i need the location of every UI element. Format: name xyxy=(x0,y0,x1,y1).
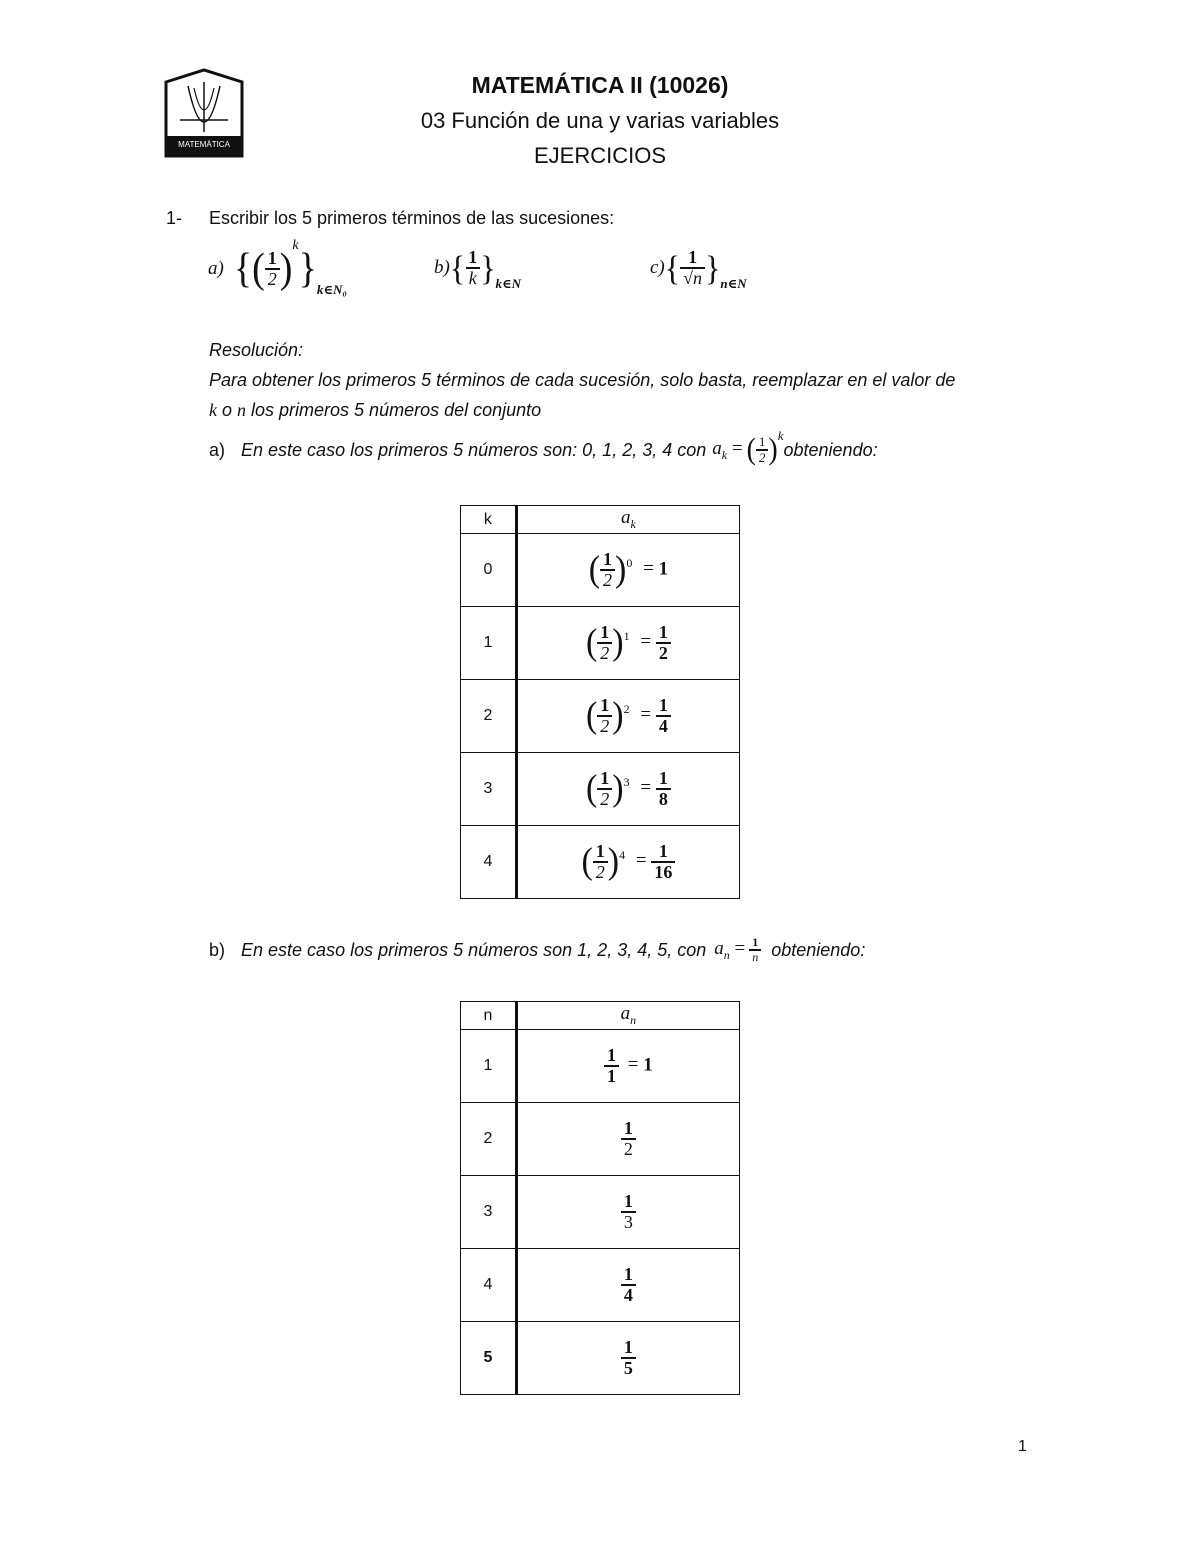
table-b-header xyxy=(461,1002,740,1030)
table-row xyxy=(461,826,740,899)
sequence-a-subscript: k∈N₀ xyxy=(316,282,347,297)
table-b-row-4-n: 5 xyxy=(461,1322,517,1395)
table-row xyxy=(461,1103,740,1176)
exercise-statement: Escribir los 5 primeros términos de las sucesiones: xyxy=(209,208,615,228)
part-b-label: b) xyxy=(209,939,226,960)
table-row xyxy=(461,1322,740,1395)
part-a-text: En este caso los primeros 5 números son: 0, 1, 2, 3, 4 con xyxy=(241,439,707,460)
table-a-row-0-k: 0 xyxy=(461,534,517,607)
sequence-b-label: b) xyxy=(434,257,450,278)
table-a-header-k: k xyxy=(461,506,517,534)
table-a-row-0-value: ( $\frac{1}{2}$ )$^0$ = 1 xyxy=(516,534,739,607)
resolution-line-1: Para obtener los primeros 5 términos de cada sucesión, solo basta, reemplazar en el valor de xyxy=(209,370,956,390)
sequence-a-label: a) xyxy=(208,258,224,279)
sequence-c-label: c) xyxy=(650,257,665,278)
page-subtitle: 03 Función de una y varias variables xyxy=(420,108,780,133)
table-row xyxy=(461,680,740,753)
table-a-row-1-k: 1 xyxy=(461,607,517,680)
table-row xyxy=(461,534,740,607)
table-b-row-3-n: 4 xyxy=(461,1249,517,1322)
part-a-text-end: obteniendo: xyxy=(783,439,878,460)
table-row xyxy=(461,1030,740,1103)
table-a xyxy=(460,505,740,899)
table-a-row-4-k: 4 xyxy=(461,826,517,899)
table-b-header-an: $a_n$ xyxy=(516,1002,739,1030)
table-b-row-2-n: 3 xyxy=(461,1176,517,1249)
table-b-row-1-value: $\frac{1}{2}$ xyxy=(516,1103,739,1176)
table-a-header-ak: $a_k$ xyxy=(516,506,739,534)
sequence-c: c) { $\frac{1}{√n}$ } n∈N xyxy=(650,247,747,291)
table-row xyxy=(461,607,740,680)
page-number: 1 xyxy=(1018,1438,1027,1455)
table-b-row-3-value: $\frac{1}{4}$ xyxy=(516,1249,739,1322)
table-a-row-3-value: ( $\frac{1}{2}$ )$^3$ = $\frac{1}{8}$ xyxy=(516,753,739,826)
table-a-row-4-value: ( $\frac{1}{2}$ )$^4$ = $\frac{1}{16}$ xyxy=(516,826,739,899)
sequence-b: b) { $\frac{1}{k}$ } k∈N xyxy=(434,247,522,291)
section-title: EJERCICIOS xyxy=(533,143,667,168)
table-row xyxy=(461,1249,740,1322)
table-b-row-2-value: $\frac{1}{3}$ xyxy=(516,1176,739,1249)
table-a-row-2-k: 2 xyxy=(461,680,517,753)
page-title: MATEMÁTICA II (10026) xyxy=(471,72,729,98)
table-b-row-0-n: 1 xyxy=(461,1030,517,1103)
table-b-row-1-n: 2 xyxy=(461,1103,517,1176)
part-a-line: a) En este caso los primeros 5 números son: 0, 1, 2, 3, 4 con $a_k$ = ( $\frac{1}{2}$ ) k obteniendo: xyxy=(209,428,878,467)
sequence-b-subscript: k∈N xyxy=(495,276,522,291)
table-a-header xyxy=(461,506,740,534)
table-b xyxy=(460,1001,740,1395)
part-b-text-end: obteniendo: xyxy=(771,939,866,960)
table-b-row-0-value: $\frac{1}{1}$ = 1 xyxy=(516,1030,739,1103)
table-row xyxy=(461,753,740,826)
table-a-row-3-k: 3 xyxy=(461,753,517,826)
logo-label: MATEMÁTICA xyxy=(178,140,230,149)
table-b-row-4-value: $\frac{1}{5}$ xyxy=(516,1322,739,1395)
table-a-row-1-value: ( $\frac{1}{2}$ )$^1$ = $\frac{1}{2}$ xyxy=(516,607,739,680)
table-b-header-n: n xyxy=(461,1002,517,1030)
exercise-number: 1- xyxy=(166,208,183,228)
table-a-row-2-value: ( $\frac{1}{2}$ )$^2$ = $\frac{1}{4}$ xyxy=(516,680,739,753)
resolution-heading: Resolución: xyxy=(209,340,304,360)
sequence-c-subscript: n∈N xyxy=(720,276,747,291)
part-b-text: En este caso los primeros 5 números son 1, 2, 3, 4, 5, con xyxy=(241,939,707,960)
table-row xyxy=(461,1176,740,1249)
resolution-line-2: k o n los primeros 5 números del conjunto xyxy=(209,400,542,420)
part-a-label: a) xyxy=(209,439,226,460)
sequence-a: a) { ( $\frac{1}{2}$ ) k } k∈N₀ xyxy=(208,238,347,297)
part-b-line: b) En este caso los primeros 5 números son 1, 2, 3, 4, 5, con $a_n$ = $\frac{1}{n}$ obteniendo: xyxy=(209,935,866,964)
